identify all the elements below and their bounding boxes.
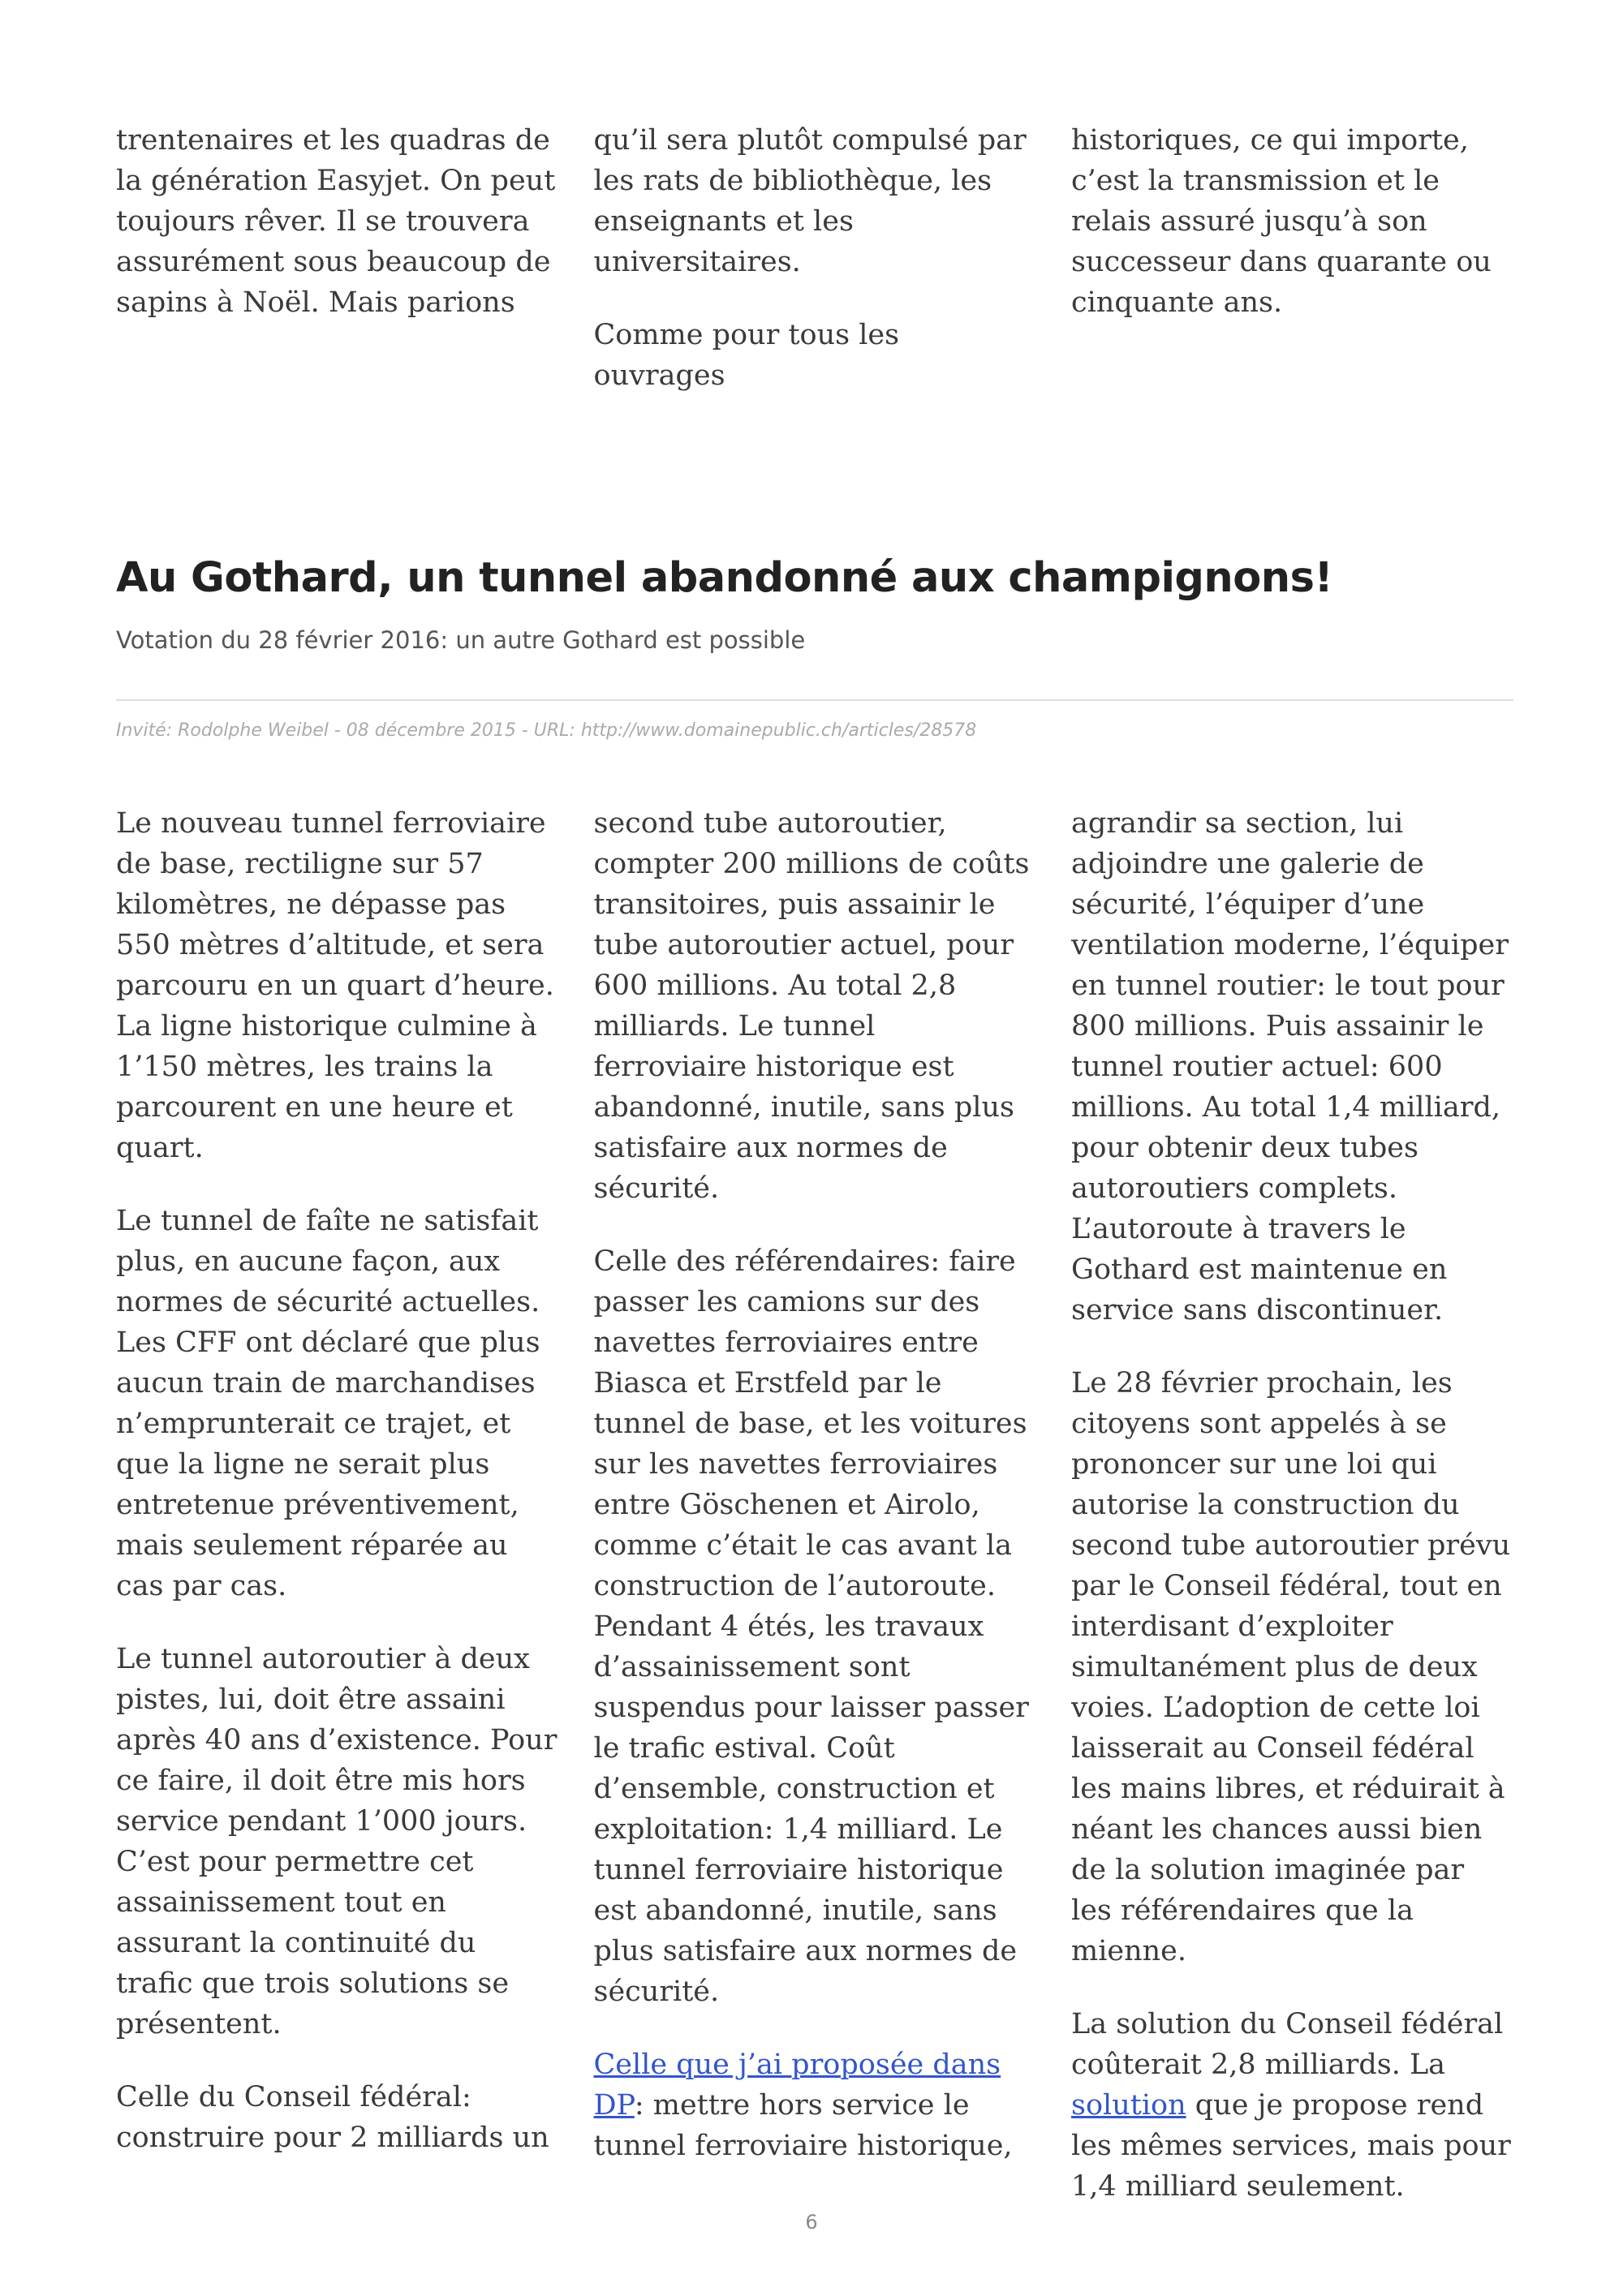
paragraph: qu’il sera plutôt compulsé par les rats de bibliothèque, les enseignants et les universitaires. — [593, 124, 1027, 278]
article-column-1 — [116, 803, 558, 2207]
page-number: 6 — [805, 2211, 818, 2234]
paragraph-text: : mettre hors service le tunnel ferroviaire historique, — [593, 2089, 1013, 2162]
paragraph — [1071, 2004, 1513, 2207]
paragraph: Comme pour tous les ouvrages — [593, 319, 900, 392]
top-column-3 — [1071, 120, 1513, 396]
paragraph: historiques, ce qui importe, c’est la transmission et le relais assuré jusqu’à son successeur dans quarante ou cinquante ans. — [1071, 124, 1492, 319]
paragraph-text: La solution du Conseil fédéral coûterait 2,8 milliards. La — [1071, 2008, 1504, 2081]
paragraph: trentenaires et les quadras de la génération Easyjet. On peut toujours rêver. Il se trouvera assurément sous beaucoup de sapins à Noël. Mais parions — [116, 124, 556, 319]
paragraph — [594, 2044, 1036, 2166]
article-subtitle: Votation du 28 février 2016: un autre Gothard est possible — [116, 626, 806, 654]
paragraph: agrandir sa section, lui adjoindre une galerie de sécurité, l’équiper d’une ventilation moderne, l’équiper en tunnel routier: le tout pour 800 millions. Puis assainir le tunnel routier actuel: 600 millions. Au total 1,4 milliard, pour obtenir deux tubes autoroutiers complets. L’autoroute à travers le Gothard est maintenue en service sans discontinuer. — [1071, 807, 1509, 1326]
divider — [116, 699, 1513, 701]
paragraph: Le 28 février prochain, les citoyens sont appelés à se prononcer sur une loi qui autorise la construction du second tube autoroutier prévu par le Conseil fédéral, tout en interdisant d’exploiter simultanément plus de deux voies. L’adoption de cette loi laisserait au Conseil fédéral les mains libres, et réduirait à néant les chances aussi bien de la solution imaginée par les référendaires que la mienne. — [1071, 1367, 1511, 1967]
article-meta: Invité: Rodolphe Weibel - 08 décembre 2015 - URL: http://www.domainepublic.ch/articles/28578 — [116, 720, 977, 741]
top-column-2 — [594, 120, 1036, 396]
paragraph: Le nouveau tunnel ferroviaire de base, rectiligne sur 57 kilomètres, ne dépasse pas 550 mètres d’altitude, et sera parcouru en un quart d’heure. La ligne historique culmine à 1’150 mètres, les trains la parcourent en une heure et quart. — [116, 807, 554, 1164]
paragraph: Le tunnel de faîte ne satisfait plus, en aucune façon, aux normes de sécurité actuelles. Les CFF ont déclaré que plus aucun train de marchandises n’emprunterait ce trajet, et que la ligne ne serait plus entretenue préventivement, mais seulement réparée au cas par cas. — [116, 1205, 540, 1602]
paragraph: second tube autoroutier, compter 200 millions de coûts transitoires, puis assainir le tube autoroutier actuel, pour 600 millions. Au total 2,8 milliards. Le tunnel ferroviaire historique est abandonné, inutile, sans plus satisfaire aux normes de sécurité. — [593, 807, 1030, 1205]
previous-article-continuation — [116, 120, 1513, 396]
paragraph-text: que je propose rend les mêmes services, mais pour 1,4 milliard seulement. — [1071, 2089, 1511, 2203]
article-column-3 — [1071, 803, 1513, 2207]
article-body — [116, 803, 1513, 2207]
paragraph: Celle des référendaires: faire passer les camions sur des navettes ferroviaires entre Biasca et Erstfeld par le tunnel de base, et les voitures sur les navettes ferroviaires entre Göschenen et Airolo, comme c’était le cas avant la construction de l’autoroute. Pendant 4 étés, les travaux d’assainissement sont suspendus pour laisser passer le trafic estival. Coût d’ensemble, construction et exploitation: 1,4 milliard. Le tunnel ferroviaire historique est abandonné, inutile, sans plus satisfaire aux normes de sécurité. — [593, 1245, 1029, 2008]
paragraph: Le tunnel autoroutier à deux pistes, lui, doit être assaini après 40 ans d’existence. Pour ce faire, il doit être mis hors service pendant 1’000 jours. C’est pour permettre cet assainissement tout en assurant la continuité du trafic que trois solutions se présentent. — [116, 1643, 558, 2040]
paragraph: Celle du Conseil fédéral: construire pour 2 milliards un — [116, 2081, 549, 2154]
article-column-2 — [594, 803, 1036, 2207]
article-title: Au Gothard, un tunnel abandonné aux champignons! — [116, 554, 1333, 602]
top-column-1 — [116, 120, 558, 396]
proposal-link[interactable]: Celle que j’ai proposée dans DP — [593, 2049, 1001, 2122]
solution-link[interactable]: solution — [1071, 2089, 1186, 2122]
